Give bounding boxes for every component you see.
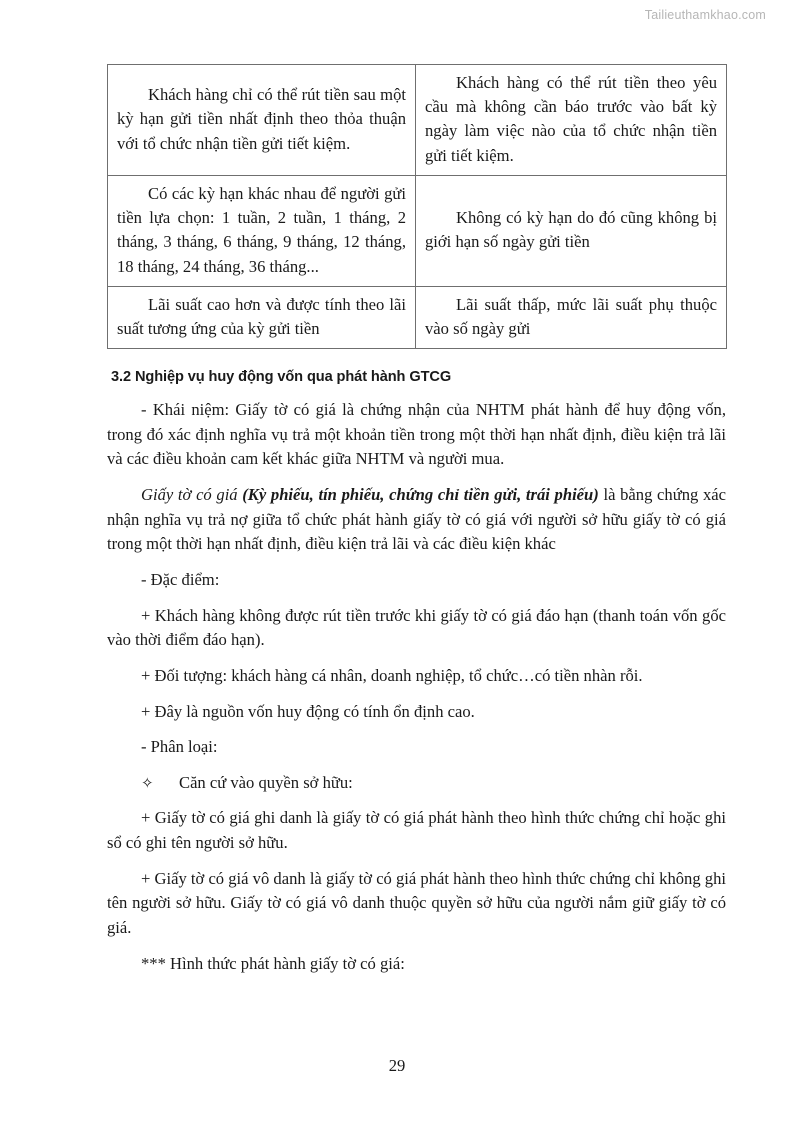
paragraph-vo-danh: + Giấy tờ có giá vô danh là giấy tờ có giá phát hành theo hình thức chứng chỉ không ghi tên người sở hữu. Giấy tờ có giá vô danh thuộc quyền sở hữu của người nắm giữ giấy tờ có giá. <box>107 868 726 938</box>
cell-text: Khách hàng có thể rút tiền theo yêu cầu mà không cần báo trước vào bất kỳ ngày làm việc nào của tổ chức nhận tiền gửi tiết kiệm. <box>425 73 717 165</box>
cell-text: Khách hàng chỉ có thể rút tiền sau một kỳ hạn gửi tiền nhất định theo thỏa thuận với tổ chức nhận tiền gửi tiết kiệm. <box>117 85 406 153</box>
cell-text: Lãi suất cao hơn và được tính theo lãi suất tương ứng của kỳ gửi tiền <box>117 294 406 338</box>
paragraph-hinh-thuc: *** Hình thức phát hành giấy tờ có giá: <box>141 953 405 973</box>
bullet-can-cu-quyen-so-huu <box>107 771 726 796</box>
cell-text: Không có kỳ hạn do đó cũng không bị giới hạn số ngày gửi tiền <box>425 208 717 252</box>
paragraph-khai-niem: - Khái niệm: Giấy tờ có giá là chứng nhận của NHTM phát hành để huy động vốn, trong đó xác định nghĩa vụ trả một khoản tiền trong một thời hạn nhất định, điều kiện trả lãi và các điều khoản cam kết khác giữa NHTM và người mua. <box>107 400 726 469</box>
diamond-bullet-icon: ✧ <box>141 775 154 792</box>
cell-text: Lãi suất thấp, mức lãi suất phụ thuộc vào số ngày gửi <box>425 294 717 338</box>
section-heading: 3.2 Nghiệp vụ huy động vốn qua phát hành GTCG <box>111 369 452 386</box>
comparison-table <box>107 64 727 349</box>
gtcg-bold-italic-list: (Kỳ phiếu, tín phiếu, chứng chỉ tiền gửi, trái phiếu) <box>242 485 599 505</box>
table-cell-right <box>416 286 727 348</box>
page-content <box>107 64 726 976</box>
paragraph-phan-loai-label: - Phân loại: <box>141 737 218 757</box>
paragraph-gtcg-definition <box>107 483 726 557</box>
table-cell-left <box>108 286 416 348</box>
table-cell-right <box>416 175 727 286</box>
table-row <box>108 175 727 286</box>
paragraph-ghi-danh: + Giấy tờ có giá ghi danh là giấy tờ có giá phát hành theo hình thức chứng chỉ hoặc ghi sổ có ghi tên người sở hữu. <box>107 808 726 853</box>
table-cell-left <box>108 65 416 176</box>
gtcg-rest-text: là bằng chứng xác nhận nghĩa vụ trả nợ giữa tổ chức phát hành giấy tờ có giá với người sở hữu giấy tờ có giá trong một thời hạn nhất định, điều kiện trả lãi và các điều kiện khác <box>107 485 726 554</box>
table-cell-right <box>416 65 727 176</box>
paragraph-dac-diem-label: - Đặc điểm: <box>141 570 220 589</box>
cell-text: Có các kỳ hạn khác nhau để người gửi tiền lựa chọn: 1 tuần, 2 tuần, 1 tháng, 2 tháng, 3 tháng, 6 tháng, 9 tháng, 12 tháng, 18 tháng, 24 tháng, 36 tháng... <box>117 183 406 276</box>
paragraph-diem-3: + Đây là nguồn vốn huy động có tính ổn định cao. <box>141 701 475 721</box>
watermark-text: Tailieuthamkhao.com <box>644 8 766 22</box>
paragraph-diem-1: + Khách hàng không được rút tiền trước khi giấy tờ có giá đáo hạn (thanh toán vốn gốc vào thời điểm đáo hạn). <box>107 605 726 650</box>
table-row <box>108 65 727 176</box>
bullet-label: Căn cứ vào quyền sở hữu: <box>179 772 353 792</box>
table-row <box>108 286 727 348</box>
paragraph-diem-2: + Đối tượng: khách hàng cá nhân, doanh nghiệp, tổ chức…có tiền nhàn rỗi. <box>141 665 643 685</box>
table-cell-left <box>108 175 416 286</box>
gtcg-italic-lead: Giấy tờ có giá <box>141 485 243 505</box>
page-number: 29 <box>388 1056 406 1075</box>
